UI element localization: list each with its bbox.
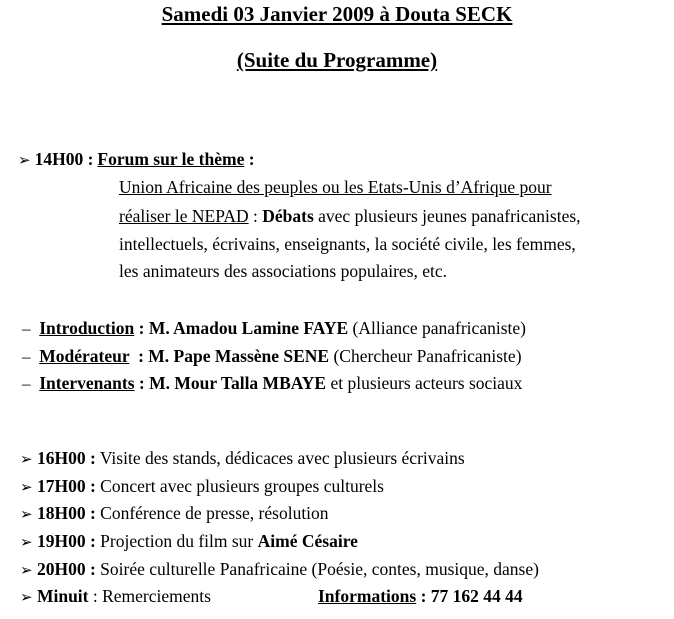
schedule-item	[20, 559, 539, 580]
forum-theme-line1: Union Africaine des peuples ou les Etats-Unis d’Afrique pour	[119, 177, 552, 197]
role-name: M. Pape Massène SENE	[148, 346, 330, 366]
schedule-time: 20H00 :	[36, 559, 96, 579]
role-sep: :	[129, 346, 149, 366]
forum-debats-label: Débats	[262, 206, 314, 226]
schedule-text: Visite des stands, dédicaces avec plusieurs écrivains	[95, 448, 465, 468]
schedule-item	[20, 531, 358, 552]
final-text: : Remerciements	[88, 586, 211, 606]
forum-time: 14H00 :	[34, 149, 94, 169]
forum-theme-line2	[119, 206, 581, 227]
schedule-time: 18H00 :	[36, 503, 96, 523]
role-name: M. Amadou Lamine FAYE	[148, 318, 349, 338]
forum-sep: :	[248, 206, 263, 226]
schedule-text: Projection du film sur	[95, 531, 258, 551]
info-label: Informations	[318, 586, 417, 606]
arrow-bullet-icon: ➢	[20, 535, 33, 551]
arrow-bullet-icon: ➢	[20, 590, 33, 606]
schedule-time: 17H00 :	[36, 476, 96, 496]
schedule-time: 16H00 :	[36, 448, 96, 468]
forum-heading-line	[18, 149, 255, 170]
role-label: Introduction	[39, 318, 135, 338]
page-title: Samedi 03 Janvier 2009 à Douta SECK	[161, 2, 513, 26]
arrow-bullet-icon: ➢	[20, 507, 33, 523]
schedule-text: Concert avec plusieurs groupes culturels	[95, 476, 384, 496]
role-moderateur	[22, 346, 522, 367]
role-label: Modérateur	[39, 346, 130, 366]
schedule-item	[20, 448, 465, 469]
schedule-text: Soirée culturelle Panafricaine (Poésie, contes, musique, danse)	[95, 559, 539, 579]
page-subtitle: (Suite du Programme)	[236, 48, 438, 72]
forum-line4: les animateurs des associations populaires, etc.	[119, 261, 448, 281]
role-note: (Chercheur Panafricaniste)	[329, 346, 522, 366]
role-name: M. Mour Talla MBAYE	[149, 373, 327, 393]
forum-colon: :	[244, 149, 255, 169]
info-sep: :	[416, 586, 431, 606]
role-note: (Alliance panafricaniste)	[348, 318, 526, 338]
forum-line2-rest: avec plusieurs jeunes panafricanistes,	[313, 206, 581, 226]
schedule-item	[20, 476, 384, 497]
forum-theme-nepad: réaliser le NEPAD	[119, 206, 249, 226]
dash-icon: –	[22, 374, 31, 393]
arrow-bullet-icon: ➢	[20, 563, 33, 579]
dash-icon: –	[22, 347, 31, 366]
info-line	[318, 586, 523, 607]
role-intervenants	[22, 373, 522, 394]
info-phone: 77 162 44 44	[430, 586, 523, 606]
arrow-bullet-icon: ➢	[20, 480, 33, 496]
dash-icon: –	[22, 319, 31, 338]
role-sep: :	[134, 373, 150, 393]
schedule-item	[20, 503, 329, 524]
forum-title: Forum sur le thème	[97, 149, 245, 169]
final-time: Minuit	[36, 586, 89, 606]
role-introduction	[22, 318, 526, 339]
role-note: et plusieurs acteurs sociaux	[326, 373, 523, 393]
schedule-item-final	[20, 586, 211, 607]
schedule-bold: Aimé Césaire	[257, 531, 358, 551]
schedule-text: Conférence de presse, résolution	[95, 503, 329, 523]
schedule-time: 19H00 :	[36, 531, 96, 551]
role-sep: :	[134, 318, 149, 338]
arrow-bullet-icon: ➢	[20, 452, 33, 468]
role-label: Intervenants	[39, 373, 135, 393]
arrow-bullet-icon: ➢	[18, 153, 31, 169]
forum-line3: intellectuels, écrivains, enseignants, la société civile, les femmes,	[119, 234, 576, 254]
